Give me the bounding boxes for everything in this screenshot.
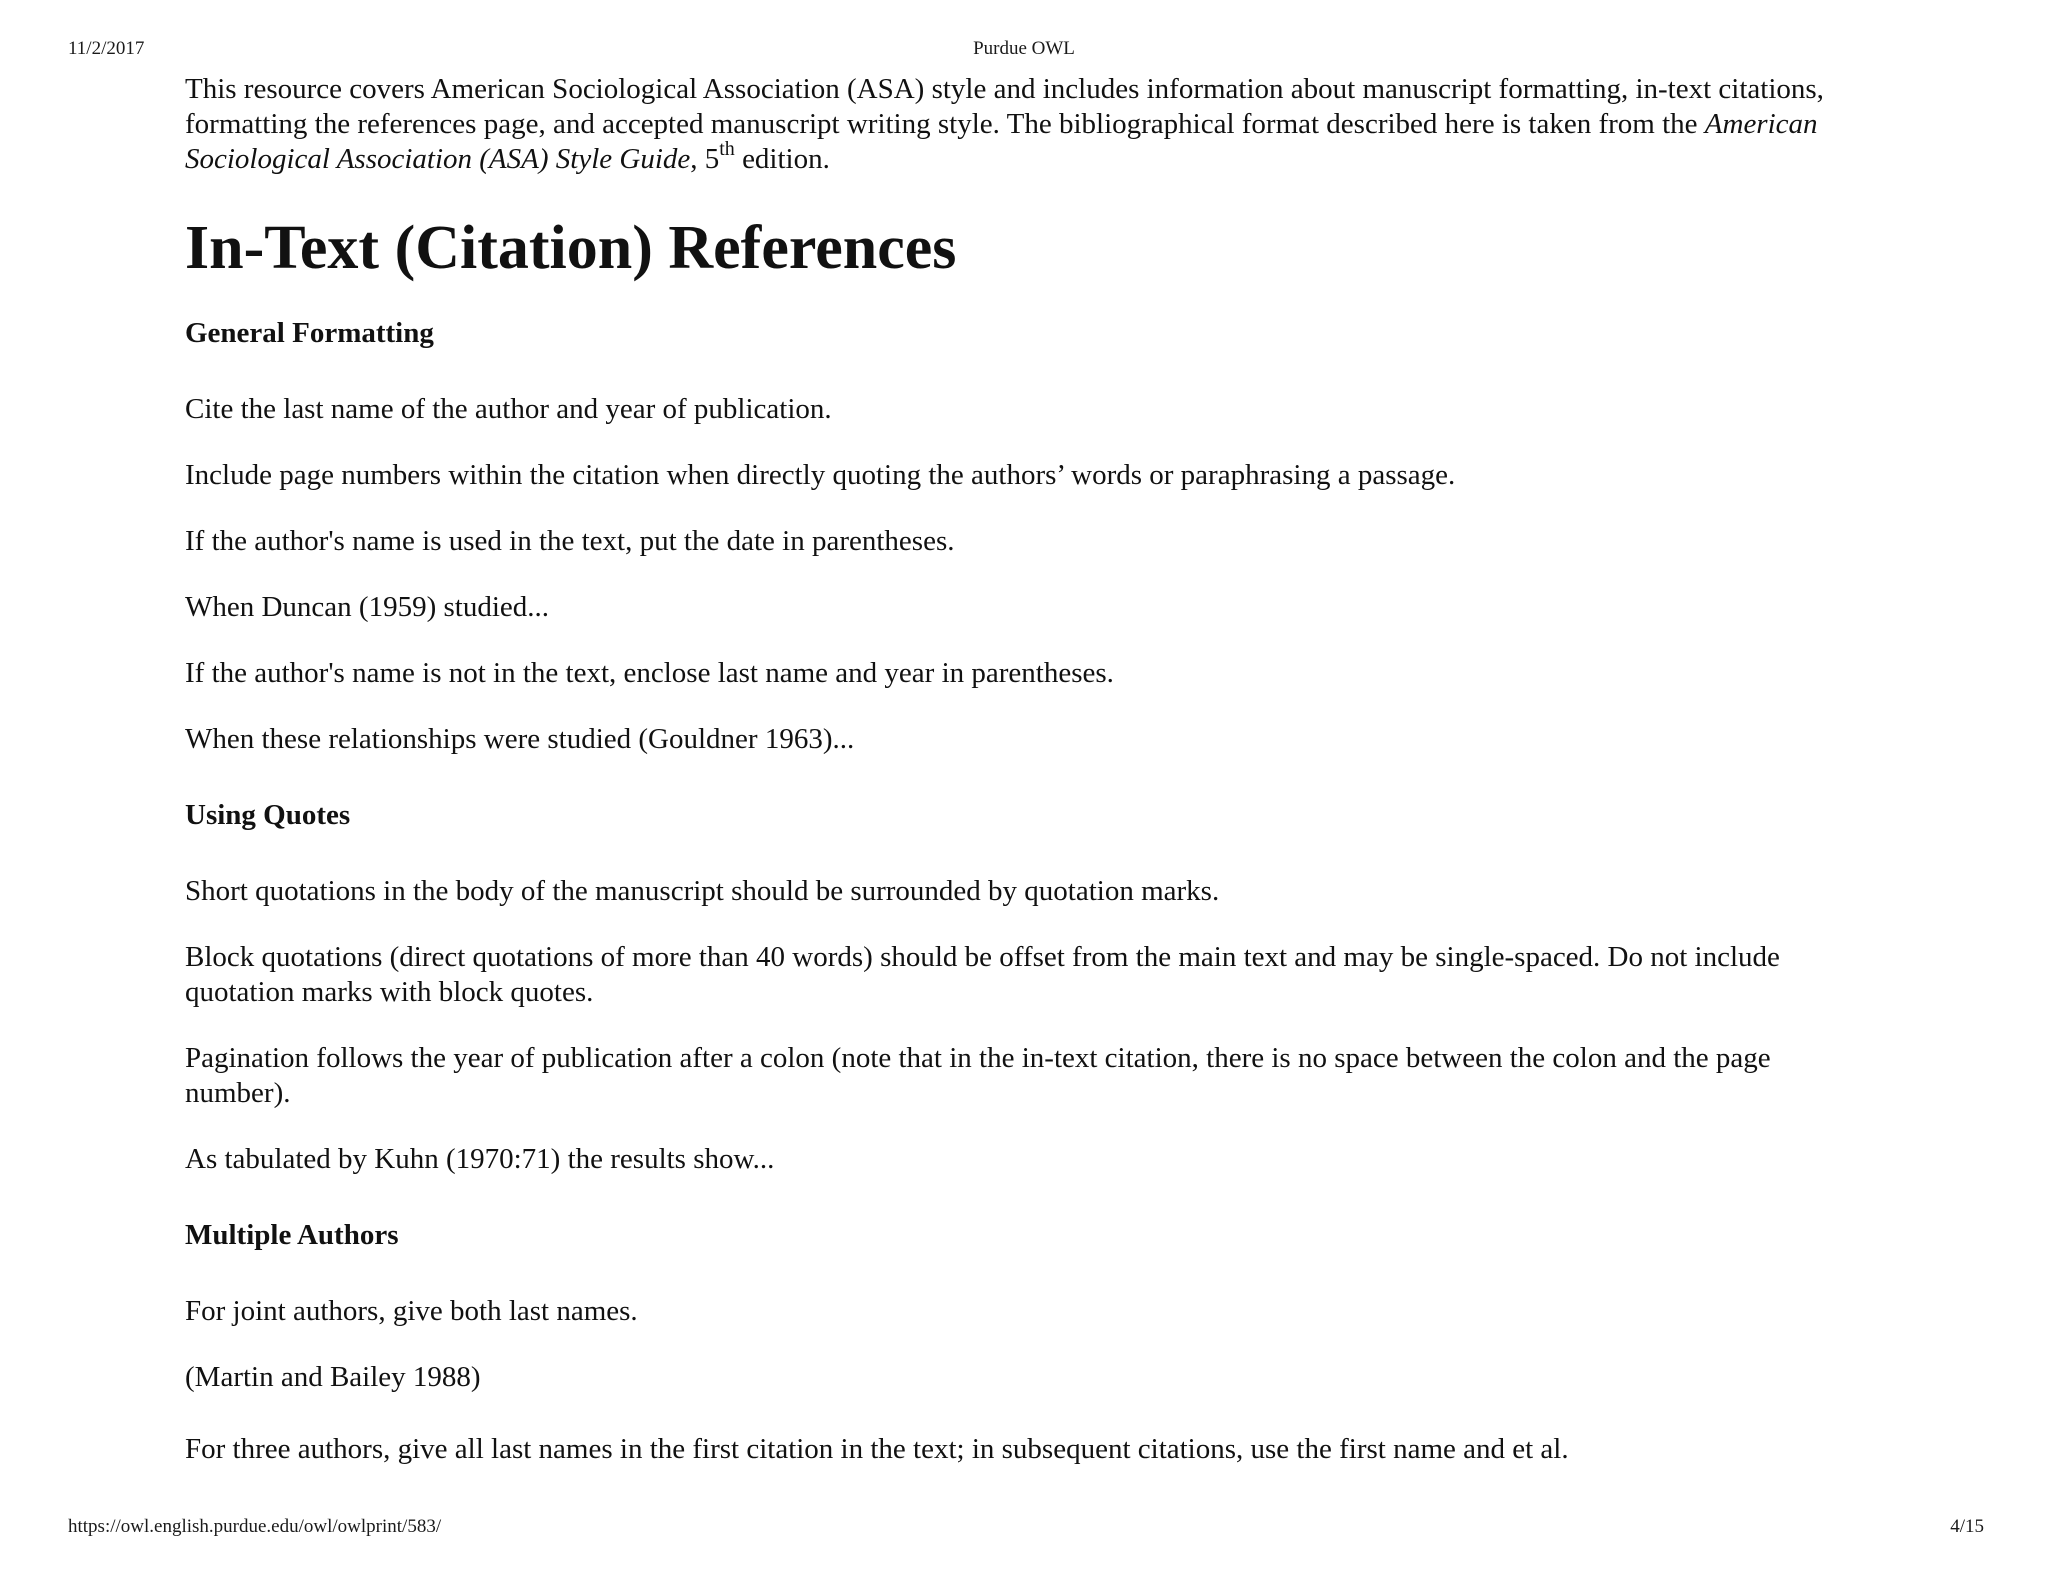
print-date: 11/2/2017 <box>68 38 145 59</box>
section-title-multiple-authors: Multiple Authors <box>185 1219 399 1251</box>
quotes-paragraph-1: Short quotations in the body of the manuscript should be surrounded by quotation marks. <box>185 875 1220 907</box>
section-title-using-quotes: Using Quotes <box>185 799 351 831</box>
general-paragraph-3: If the author's name is used in the text, put the date in parentheses. <box>185 525 955 557</box>
general-example-2: When these relationships were studied (Gouldner 1963)... <box>185 723 855 755</box>
general-paragraph-2: Include page numbers within the citation when directly quoting the authors’ words or paraphrasing a passage. <box>185 459 1456 491</box>
intro-paragraph <box>185 72 1865 177</box>
multiple-example: (Martin and Bailey 1988) <box>185 1361 481 1393</box>
edition-number: 5 <box>704 143 720 175</box>
intro-text: This resource covers American Sociological Association (ASA) style and includes information about manuscript formatting, in-text citations, formatting the references page, and accepted manuscript writing style. The bibliographical format described here is taken from the <box>185 73 1824 140</box>
document-body <box>185 72 1865 1467</box>
intro-text-end: edition. <box>734 143 830 175</box>
section-title-general-formatting: General Formatting <box>185 317 434 349</box>
page-number: 4/15 <box>1950 1516 1984 1537</box>
intro-comma: , <box>690 143 705 175</box>
print-url: https://owl.english.purdue.edu/owl/owlprint/583/ <box>68 1516 442 1537</box>
print-title: Purdue OWL <box>973 38 1075 59</box>
style-guide-title: American Sociological Association (ASA) Style Guide <box>185 108 1818 175</box>
page-heading: In-Text (Citation) References <box>185 214 957 282</box>
general-paragraph-1: Cite the last name of the author and year of publication. <box>185 393 832 425</box>
general-example-1: When Duncan (1959) studied... <box>185 591 550 623</box>
multiple-paragraph-2: For three authors, give all last names in the first citation in the text; in subsequent citations, use the first name and et al. <box>185 1433 1569 1465</box>
multiple-paragraph-1: For joint authors, give both last names. <box>185 1295 638 1327</box>
general-paragraph-4: If the author's name is not in the text, enclose last name and year in parentheses. <box>185 657 1114 689</box>
quotes-paragraph-3: Pagination follows the year of publication after a colon (note that in the in-text citation, there is no space between the colon and the page number). <box>185 1042 1771 1109</box>
quotes-example: As tabulated by Kuhn (1970:71) the results show... <box>185 1143 775 1175</box>
edition-suffix: th <box>719 138 735 161</box>
quotes-paragraph-2: Block quotations (direct quotations of more than 40 words) should be offset from the main text and may be single-spaced. Do not include quotation marks with block quotes. <box>185 941 1780 1008</box>
